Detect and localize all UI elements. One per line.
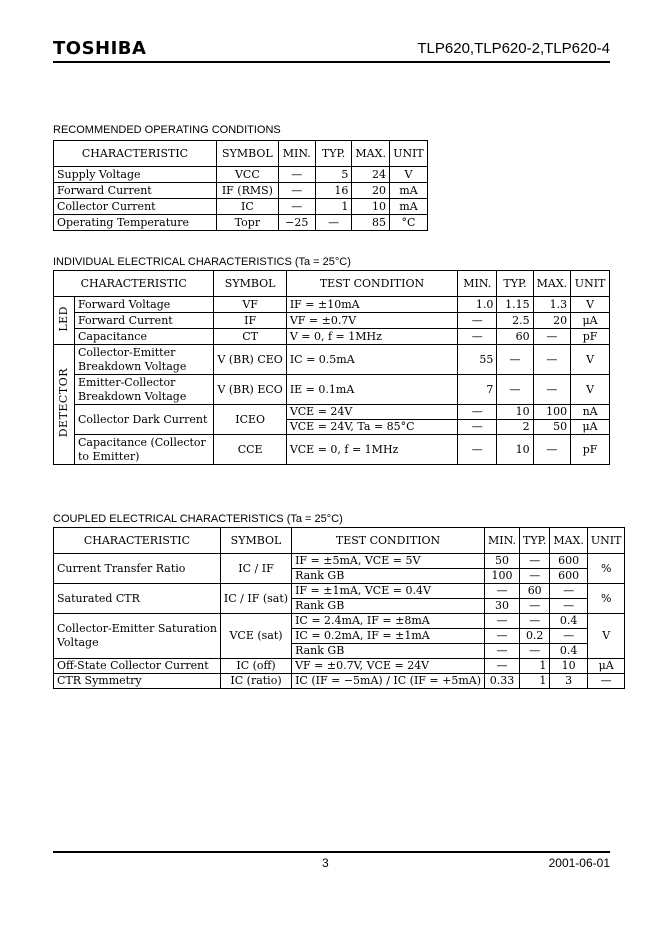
- cell: V: [571, 297, 610, 313]
- cell: nA: [571, 405, 610, 420]
- cell: μA: [571, 313, 610, 329]
- col-header: MAX.: [352, 141, 390, 167]
- cell: V (BR) CEO: [214, 345, 286, 375]
- cell: CT: [214, 329, 286, 345]
- col-header: TEST CONDITION: [292, 528, 485, 554]
- cell: 0.4: [550, 614, 588, 629]
- cell: CCE: [214, 435, 286, 465]
- col-header: CHARACTERISTIC: [54, 141, 217, 167]
- cell: V: [389, 167, 427, 183]
- cell: 7: [458, 375, 497, 405]
- cell: —: [533, 329, 571, 345]
- cell: 600: [550, 554, 588, 569]
- cell: CTR Symmetry: [54, 674, 221, 689]
- cell: Capacitance (Collector to Emitter): [74, 435, 213, 465]
- col-header: MIN.: [278, 141, 315, 167]
- cell: —: [520, 644, 550, 659]
- group-label-led: LED: [54, 297, 75, 345]
- table-row: [54, 375, 610, 405]
- col-header: MAX.: [550, 528, 588, 554]
- cell: —: [520, 554, 550, 569]
- cell: IF (RMS): [216, 183, 278, 199]
- cell: 10: [497, 405, 533, 420]
- cell: Collector-Emitter Saturation Voltage: [54, 614, 221, 659]
- cell: Supply Voltage: [54, 167, 217, 183]
- table-row: [54, 167, 428, 183]
- cell: IC: [216, 199, 278, 215]
- table-header-row: [54, 528, 625, 554]
- cell: Forward Current: [54, 183, 217, 199]
- col-header: TYP.: [497, 271, 533, 297]
- cell: V = 0, f = 1MHz: [286, 329, 457, 345]
- group-label-detector: DETECTOR: [54, 345, 75, 465]
- cell: Collector Current: [54, 199, 217, 215]
- cell: IC = 0.2mA, IF = ±1mA: [292, 629, 485, 644]
- cell: 30: [485, 599, 520, 614]
- cell: 20: [352, 183, 390, 199]
- cell: —: [550, 629, 588, 644]
- cell: 50: [485, 554, 520, 569]
- cell: Topr: [216, 215, 278, 231]
- cell: Rank GB: [292, 569, 485, 584]
- cell: ICEO: [214, 405, 286, 435]
- cell: VCC: [216, 167, 278, 183]
- page-number: 3: [322, 856, 329, 870]
- col-header: SYMBOL: [214, 271, 286, 297]
- cell: Operating Temperature: [54, 215, 217, 231]
- cell: 5: [315, 167, 352, 183]
- coupled-table: [53, 527, 625, 689]
- table-row: [54, 614, 625, 629]
- table-row: [54, 313, 610, 329]
- cell: —: [458, 405, 497, 420]
- cell: IC = 0.5mA: [286, 345, 457, 375]
- cell: Forward Current: [74, 313, 213, 329]
- coupled-title: COUPLED ELECTRICAL CHARACTERISTICS (Ta = 25°C): [53, 513, 343, 525]
- cell: 24: [352, 167, 390, 183]
- cell: Forward Voltage: [74, 297, 213, 313]
- table-row: [54, 435, 610, 465]
- footer-rule: [53, 851, 610, 853]
- cell: μA: [587, 659, 625, 674]
- cell: 1.3: [533, 297, 571, 313]
- table-row: [54, 199, 428, 215]
- individual-title: INDIVIDUAL ELECTRICAL CHARACTERISTICS (Ta = 25°C): [53, 256, 351, 268]
- col-header: SYMBOL: [216, 141, 278, 167]
- cell: 0.33: [485, 674, 520, 689]
- cell: 100: [533, 405, 571, 420]
- cell: VCE (sat): [220, 614, 291, 659]
- cell: —: [458, 313, 497, 329]
- cell: IF = ±10mA: [286, 297, 457, 313]
- cell: 1: [520, 674, 550, 689]
- cell: —: [550, 599, 588, 614]
- cell: Current Transfer Ratio: [54, 554, 221, 584]
- part-numbers: TLP620,TLP620-2,TLP620-4: [417, 40, 610, 57]
- cell: —: [533, 345, 571, 375]
- cell: pF: [571, 435, 610, 465]
- cell: 100: [485, 569, 520, 584]
- table-header-row: [54, 141, 428, 167]
- col-header: CHARACTERISTIC: [54, 528, 221, 554]
- cell: VCE = 24V, Ta = 85°C: [286, 420, 457, 435]
- cell: V (BR) ECO: [214, 375, 286, 405]
- cell: IF = ±1mA, VCE = 0.4V: [292, 584, 485, 599]
- cell: %: [587, 584, 625, 614]
- cell: VF = ±0.7V: [286, 313, 457, 329]
- col-header: TYP.: [520, 528, 550, 554]
- cell: —: [485, 659, 520, 674]
- cell: —: [485, 629, 520, 644]
- cell: V: [571, 345, 610, 375]
- cell: —: [485, 644, 520, 659]
- cell: IC / IF: [220, 554, 291, 584]
- recommended-table: [53, 140, 428, 231]
- cell: —: [550, 584, 588, 599]
- cell: 1: [315, 199, 352, 215]
- cell: Rank GB: [292, 599, 485, 614]
- cell: 85: [352, 215, 390, 231]
- cell: 0.2: [520, 629, 550, 644]
- cell: VCE = 0, f = 1MHz: [286, 435, 457, 465]
- cell: Emitter-Collector Breakdown Voltage: [74, 375, 213, 405]
- cell: 600: [550, 569, 588, 584]
- cell: —: [485, 614, 520, 629]
- col-header: MAX.: [533, 271, 571, 297]
- cell: 20: [533, 313, 571, 329]
- cell: 2: [497, 420, 533, 435]
- cell: —: [587, 674, 625, 689]
- cell: Collector Dark Current: [74, 405, 213, 435]
- col-header: TEST CONDITION: [286, 271, 457, 297]
- cell: —: [458, 329, 497, 345]
- table-row: [54, 659, 625, 674]
- cell: 1.0: [458, 297, 497, 313]
- cell: —: [533, 435, 571, 465]
- cell: pF: [571, 329, 610, 345]
- cell: —: [458, 435, 497, 465]
- cell: Saturated CTR: [54, 584, 221, 614]
- cell: 10: [352, 199, 390, 215]
- cell: IC (ratio): [220, 674, 291, 689]
- cell: IF = ±5mA, VCE = 5V: [292, 554, 485, 569]
- cell: VCE = 24V: [286, 405, 457, 420]
- table-row: [54, 584, 625, 599]
- header-rule: [53, 61, 610, 63]
- cell: —: [315, 215, 352, 231]
- cell: 3: [550, 674, 588, 689]
- cell: IC = 2.4mA, IF = ±8mA: [292, 614, 485, 629]
- cell: Capacitance: [74, 329, 213, 345]
- recommended-title: RECOMMENDED OPERATING CONDITIONS: [53, 124, 281, 136]
- cell: mA: [389, 183, 427, 199]
- cell: IC (IF = −5mA) / IC (IF = +5mA): [292, 674, 485, 689]
- cell: —: [520, 569, 550, 584]
- table-header-row: [54, 271, 610, 297]
- cell: 2.5: [497, 313, 533, 329]
- cell: 1.15: [497, 297, 533, 313]
- cell: —: [485, 584, 520, 599]
- col-header: UNIT: [389, 141, 427, 167]
- cell: 1: [520, 659, 550, 674]
- col-header: CHARACTERISTIC: [54, 271, 214, 297]
- cell: —: [278, 167, 315, 183]
- cell: IC (off): [220, 659, 291, 674]
- table-row: [54, 329, 610, 345]
- cell: IC / IF (sat): [220, 584, 291, 614]
- cell: —: [520, 614, 550, 629]
- cell: —: [278, 183, 315, 199]
- col-header: UNIT: [571, 271, 610, 297]
- cell: Collector-Emitter Breakdown Voltage: [74, 345, 213, 375]
- brand-logo: TOSHIBA: [53, 38, 147, 59]
- cell: mA: [389, 199, 427, 215]
- table-row: [54, 405, 610, 420]
- table-row: [54, 554, 625, 569]
- table-row: [54, 297, 610, 313]
- cell: 10: [550, 659, 588, 674]
- table-row: [54, 345, 610, 375]
- cell: V: [587, 614, 625, 659]
- cell: —: [520, 599, 550, 614]
- cell: IF: [214, 313, 286, 329]
- cell: —: [278, 199, 315, 215]
- col-header: UNIT: [587, 528, 625, 554]
- cell: VF = ±0.7V, VCE = 24V: [292, 659, 485, 674]
- table-row: [54, 215, 428, 231]
- col-header: MIN.: [458, 271, 497, 297]
- cell: −25: [278, 215, 315, 231]
- table-row: [54, 674, 625, 689]
- cell: IE = 0.1mA: [286, 375, 457, 405]
- cell: Rank GB: [292, 644, 485, 659]
- cell: —: [458, 420, 497, 435]
- cell: VF: [214, 297, 286, 313]
- col-header: MIN.: [485, 528, 520, 554]
- cell: °C: [389, 215, 427, 231]
- cell: —: [533, 375, 571, 405]
- cell: 0.4: [550, 644, 588, 659]
- footer-date: 2001-06-01: [548, 856, 610, 870]
- cell: 50: [533, 420, 571, 435]
- cell: Off-State Collector Current: [54, 659, 221, 674]
- cell: —: [497, 375, 533, 405]
- table-row: [54, 183, 428, 199]
- individual-table: [53, 270, 610, 465]
- cell: 10: [497, 435, 533, 465]
- cell: 60: [520, 584, 550, 599]
- cell: %: [587, 554, 625, 584]
- cell: —: [497, 345, 533, 375]
- col-header: TYP.: [315, 141, 352, 167]
- cell: μA: [571, 420, 610, 435]
- cell: V: [571, 375, 610, 405]
- col-header: SYMBOL: [220, 528, 291, 554]
- cell: 60: [497, 329, 533, 345]
- cell: 55: [458, 345, 497, 375]
- cell: 16: [315, 183, 352, 199]
